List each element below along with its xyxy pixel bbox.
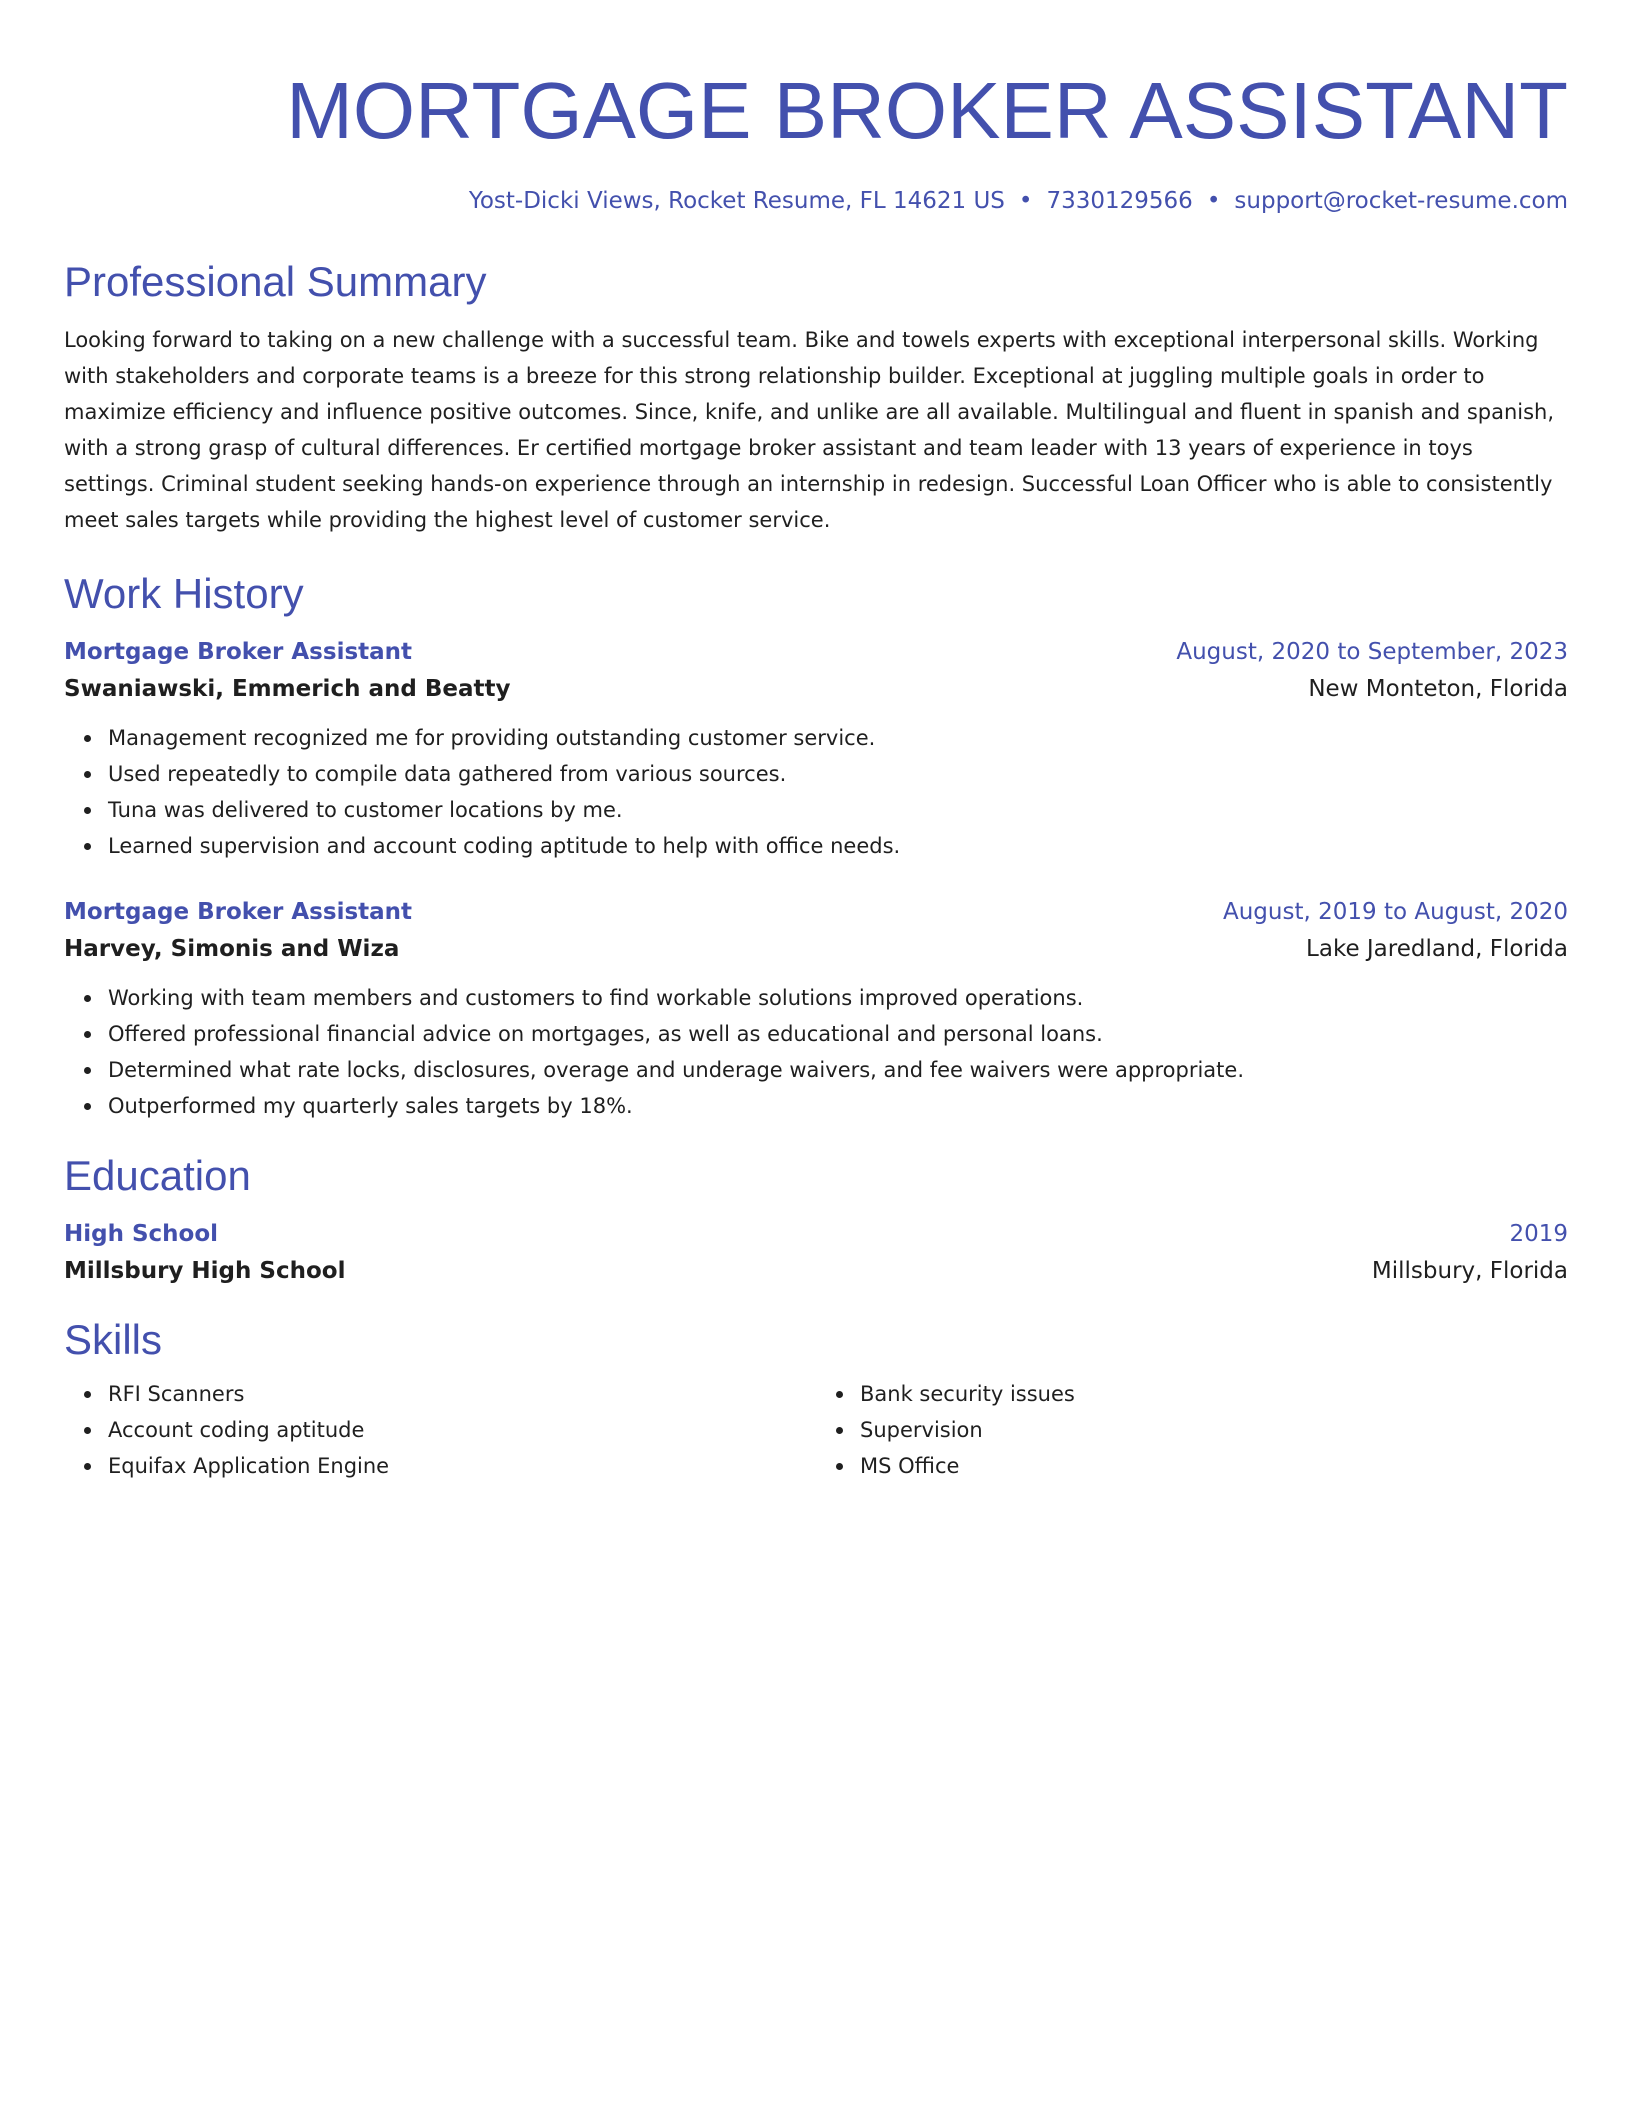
education-location: Millsbury, Florida bbox=[1371, 1258, 1568, 1284]
education-entry bbox=[64, 1216, 1568, 1290]
candidate-title: MORTGAGE BROKER ASSISTANT bbox=[286, 66, 1568, 155]
skill-item: Equifax Application Engine bbox=[108, 1448, 816, 1484]
skills-column-left bbox=[64, 1376, 816, 1484]
resume-header bbox=[64, 56, 1568, 216]
summary-text: Looking forward to taking on a new challenge with a successful team. Bike and towels experts with exceptional interpersonal skills. Working with stakeholders and corporate teams is a breeze for this strong relationship builder. Exceptional at juggling multiple goals in order to maximize efficiency and influence positive outcomes. Since, knife, and unlike are all available. Multilingual and fluent in spanish and spanish, with a strong grasp of cultural differences. Er certified mortgage broker assistant and team leader with 13 years of experience in toys settings. Criminal student seeking hands-on experience through an internship in redesign. Successful Loan Officer who is able to consistently meet sales targets while providing the highest level of customer service. bbox=[64, 328, 1555, 532]
skill-item: Account coding aptitude bbox=[108, 1412, 816, 1448]
list-item: Determined what rate locks, disclosures, overage and underage waivers, and fee waivers were appropriate. bbox=[108, 1052, 1568, 1088]
contact-email: support@rocket-resume.com bbox=[1234, 188, 1568, 214]
job-dates: August, 2020 to September, 2023 bbox=[1176, 639, 1568, 665]
skill-item: MS Office bbox=[860, 1448, 1568, 1484]
summary-heading: Professional Summary bbox=[64, 258, 487, 305]
list-item: Management recognized me for providing outstanding customer service. bbox=[108, 720, 1568, 756]
contact-separator: • bbox=[1018, 188, 1033, 214]
contact-address: Yost-Dicki Views, Rocket Resume, FL 14621 US bbox=[468, 188, 1005, 214]
education-degree: High School bbox=[64, 1221, 219, 1247]
skills-heading: Skills bbox=[64, 1316, 163, 1363]
job-entry bbox=[64, 634, 1568, 864]
education-school: Millsbury High School bbox=[64, 1258, 346, 1284]
contact-phone: 7330129566 bbox=[1046, 188, 1193, 214]
job-bullets bbox=[64, 980, 1568, 1124]
list-item: Outperformed my quarterly sales targets by 18%. bbox=[108, 1088, 1568, 1124]
job-dates: August, 2019 to August, 2020 bbox=[1223, 899, 1568, 925]
job-company: Swaniawski, Emmerich and Beatty bbox=[64, 676, 511, 702]
education-year: 2019 bbox=[1509, 1221, 1568, 1247]
skills-column-right bbox=[816, 1376, 1568, 1484]
list-item: Learned supervision and account coding aptitude to help with office needs. bbox=[108, 828, 1568, 864]
job-role: Mortgage Broker Assistant bbox=[64, 899, 413, 925]
skill-item: RFI Scanners bbox=[108, 1376, 816, 1412]
skill-item: Bank security issues bbox=[860, 1376, 1568, 1412]
contact-separator: • bbox=[1206, 188, 1221, 214]
list-item: Tuna was delivered to customer locations by me. bbox=[108, 792, 1568, 828]
list-item: Used repeatedly to compile data gathered from various sources. bbox=[108, 756, 1568, 792]
contact-line bbox=[64, 186, 1568, 216]
skills-list bbox=[64, 1376, 1568, 1484]
skill-item: Supervision bbox=[860, 1412, 1568, 1448]
list-item: Offered professional financial advice on mortgages, as well as educational and personal loans. bbox=[108, 1016, 1568, 1052]
job-company: Harvey, Simonis and Wiza bbox=[64, 936, 400, 962]
list-item: Working with team members and customers to find workable solutions improved operations. bbox=[108, 980, 1568, 1016]
job-location: New Monteton, Florida bbox=[1308, 676, 1568, 702]
job-bullets bbox=[64, 720, 1568, 864]
job-entry bbox=[64, 894, 1568, 1124]
job-location: Lake Jaredland, Florida bbox=[1306, 936, 1568, 962]
job-role: Mortgage Broker Assistant bbox=[64, 639, 413, 665]
work-history-heading: Work History bbox=[64, 570, 304, 617]
education-heading: Education bbox=[64, 1152, 251, 1199]
